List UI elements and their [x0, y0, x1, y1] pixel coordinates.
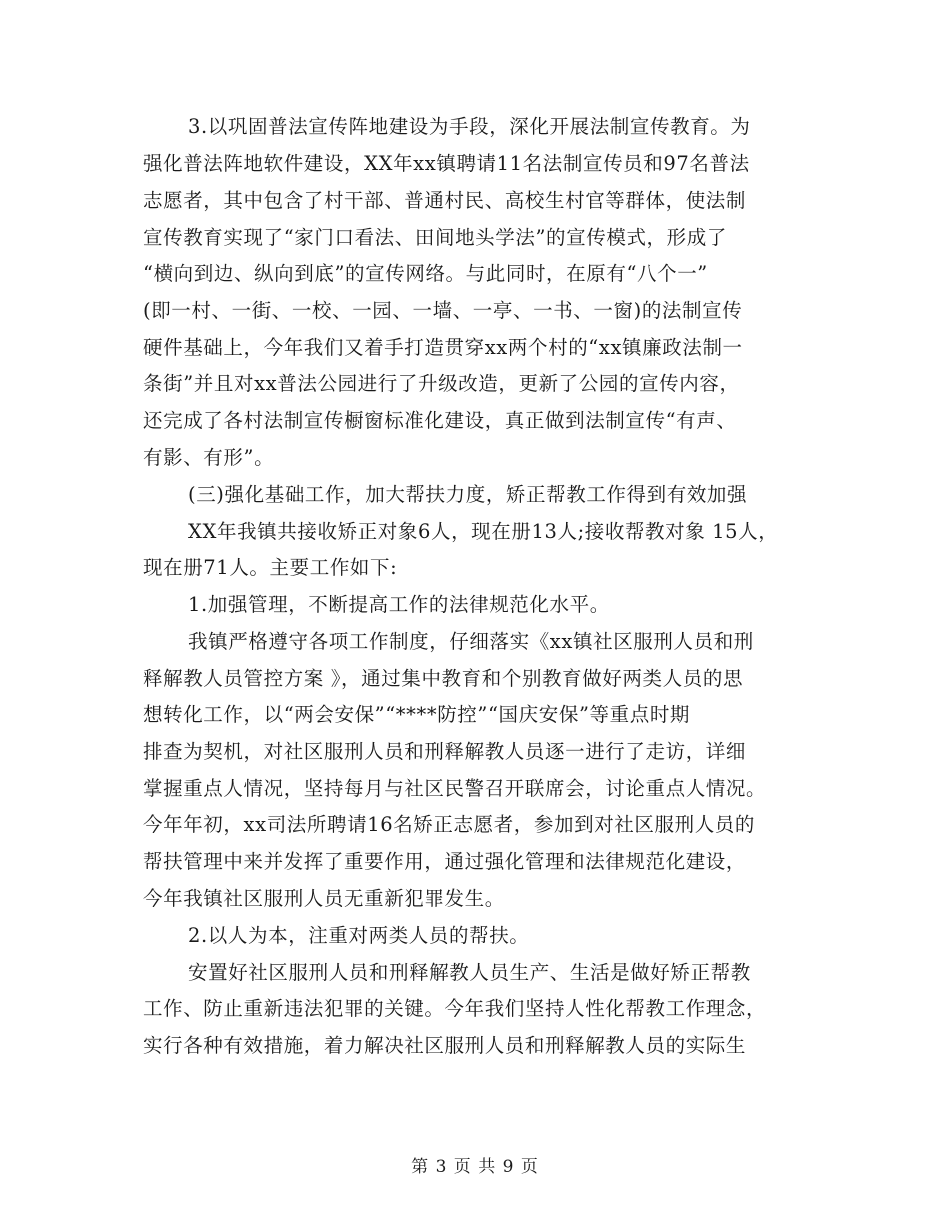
text-line: XX年我镇共接收矫正对象6人，现在册13人;接收帮教对象 15人， — [188, 520, 779, 543]
text-line: (即一村、一街、一校、一园、一墙、一亭、一书、一窗)的法制宣传 — [143, 299, 743, 322]
subsection-heading: 2.以人为本，注重对两类人员的帮扶。 — [188, 924, 530, 947]
text-line: 帮扶管理中来并发挥了重要作用，通过强化管理和法律规范化建设， — [143, 850, 747, 873]
section-heading: (三)强化基础工作，加大帮扶力度，矫正帮教工作得到有效加强 — [188, 483, 748, 506]
page-number-footer: 第 3 页 共 9 页 — [411, 1157, 539, 1177]
text-line: 有影、有形”。 — [143, 446, 275, 469]
text-line: 我镇严格遵守各项工作制度，仔细落实《xx镇社区服刑人员和刑 — [188, 630, 754, 653]
text-line: 宣传教育实现了“家门口看法、田间地头学法”的宣传模式，形成了 — [143, 226, 727, 249]
subsection-heading: 1.加强管理，不断提高工作的法律规范化水平。 — [188, 593, 610, 616]
text-line: 安置好社区服刑人员和刑释解教人员生产、生活是做好矫正帮教 — [188, 961, 751, 984]
text-line: 工作、防止重新违法犯罪的关键。今年我们坚持人性化帮教工作理念， — [143, 997, 767, 1020]
text-line: 释解教人员管控方案 》，通过集中教育和个别教育做好两类人员的思 — [143, 667, 744, 690]
text-line: 3.以巩固普法宣传阵地建设为手段，深化开展法制宣传教育。为 — [188, 115, 751, 138]
text-line: 排查为契机，对社区服刑人员和刑释解教人员逐一进行了走访，详细 — [143, 740, 747, 763]
text-line: 还完成了各村法制宣传橱窗标准化建设，真正做到法制宣传“有声、 — [143, 409, 737, 432]
text-line: 想转化工作，以“两会安保”“****防控”“国庆安保”等重点时期 — [143, 703, 691, 726]
text-line: 条街”并且对xx普法公园进行了升级改造，更新了公园的宣传内容， — [143, 372, 740, 395]
text-line: 掌握重点人情况，坚持每月与社区民警召开联席会，讨论重点人情况。 — [143, 777, 767, 800]
text-line: 志愿者，其中包含了村干部、普通村民、高校生村官等群体，使法制 — [143, 189, 747, 212]
text-line: 强化普法阵地软件建设，XX年xx镇聘请11名法制宣传员和97名普法 — [143, 152, 750, 175]
text-line: 今年我镇社区服刑人员无重新犯罪发生。 — [143, 887, 505, 910]
text-line: 硬件基础上，今年我们又着手打造贯穿xx两个村的“xx镇廉政法制一 — [143, 336, 743, 359]
text-line: 今年年初，xx司法所聘请16名矫正志愿者，参加到对社区服刑人员的 — [143, 813, 756, 836]
text-line: “横向到边、纵向到底”的宣传网络。与此同时，在原有“八个一” — [143, 262, 708, 285]
text-line: 现在册71人。主要工作如下: — [143, 556, 398, 579]
text-line: 实行各种有效措施，着力解决社区服刑人员和刑释解教人员的实际生 — [143, 1034, 747, 1057]
